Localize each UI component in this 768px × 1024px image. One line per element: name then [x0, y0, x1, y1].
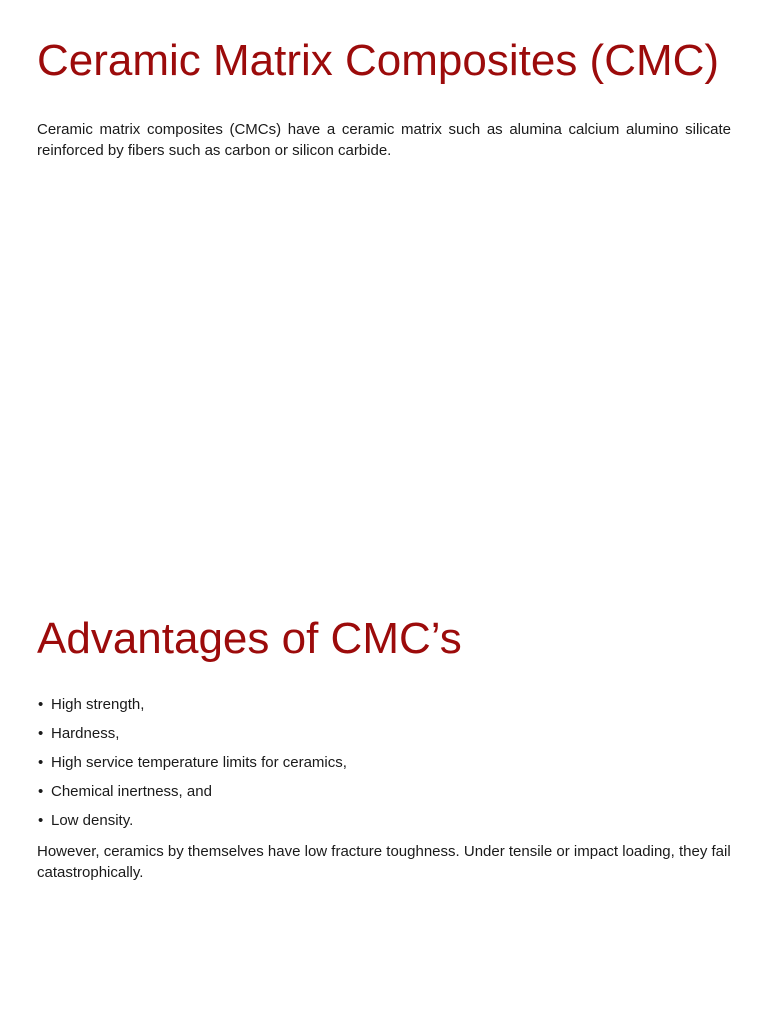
intro-paragraph: Ceramic matrix composites (CMCs) have a ceramic matrix such as alumina calcium alumino silicate reinforced by fibers such as carbon or silicon carbide.: [37, 121, 731, 159]
list-item: [37, 753, 731, 773]
slide-title: Ceramic Matrix Composites (CMC): [37, 36, 720, 85]
slide-title: Advantages of CMC’s: [37, 614, 462, 663]
list-item-text: High service temperature limits for ceramics,: [51, 754, 347, 771]
list-item: [37, 811, 731, 831]
list-item: [37, 782, 731, 802]
bullet-icon: •: [38, 696, 44, 713]
bullet-icon: •: [38, 783, 44, 800]
list-item: [37, 724, 731, 744]
advantages-list: [37, 695, 731, 840]
list-item-text: High strength,: [51, 696, 145, 713]
list-item-text: Low density.: [51, 812, 134, 829]
summary-paragraph: However, ceramics by themselves have low fracture toughness. Under tensile or impact loading, they fail catastrophically.: [37, 843, 731, 881]
list-item-text: Hardness,: [51, 725, 120, 742]
bullet-icon: •: [38, 812, 44, 829]
bullet-icon: •: [38, 754, 44, 771]
bullet-icon: •: [38, 725, 44, 742]
list-item-text: Chemical inertness, and: [51, 783, 212, 800]
list-item: [37, 695, 731, 715]
slide-advantages: [0, 560, 768, 1024]
